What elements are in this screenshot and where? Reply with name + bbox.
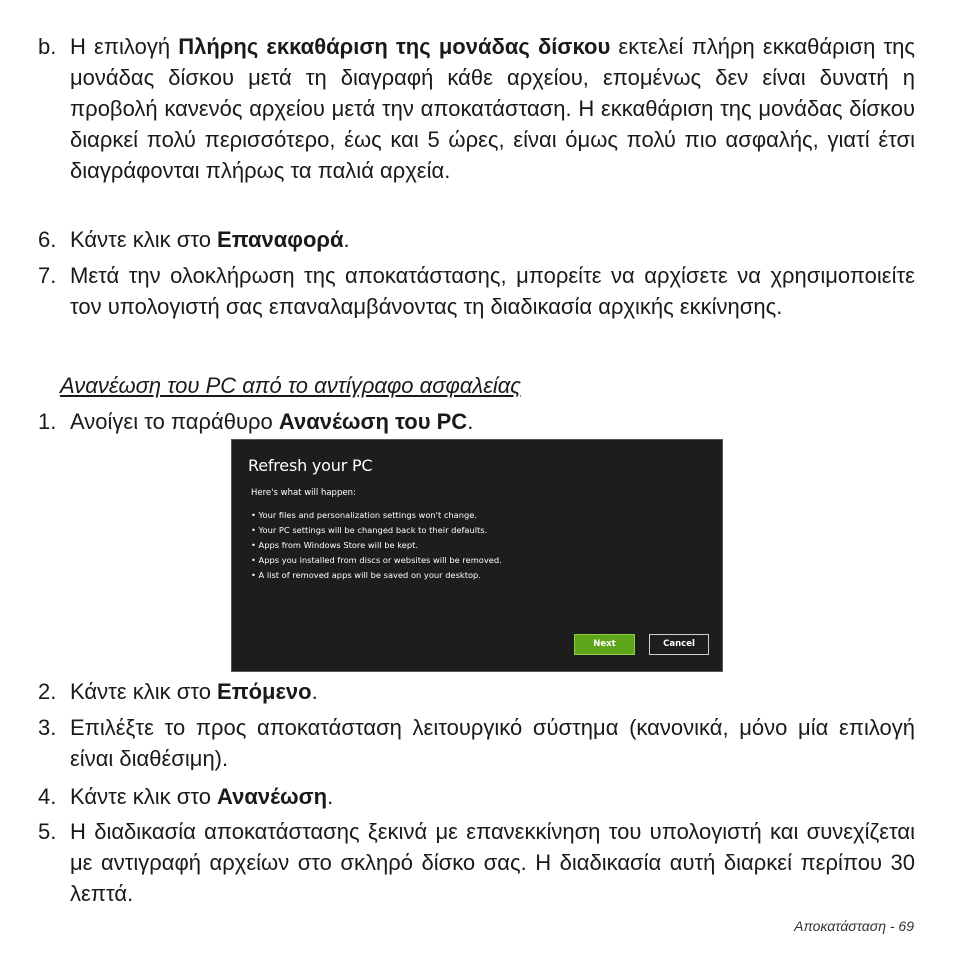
step-number: 1. [38, 409, 57, 434]
step-b-full-drive-clean: b. Η επιλογή Πλήρης εκκαθάριση της μονάδας δίσκου εκτελεί πλήρη εκκαθάριση της μονάδας δίσκου μετά τη διαγραφή κάθε αρχείου, επομένως δεν είναι δυνατή η προβολή κανενός αρχείου μετά την αποκατάσταση. Η εκκαθάριση της μονάδας δίσκου διαρκεί πολύ περισσότερο, έως και 5 ώρες, είναι όμως πολύ πιο ασφαλής, γιατί έτσι διαγράφονται πλήρως τα παλιά αρχεία. [70, 31, 915, 186]
refresh-step-2: 2. Κάντε κλικ στο Επόμενο. [70, 676, 915, 707]
step-7: 7. Μετά την ολοκλήρωση της αποκατάστασης, μπορείτε να αρχίσετε να χρησιμοποιείτε τον υπολογιστή σας επαναλαμβάνοντας τη διαδικασία αρχικής εκκίνησης. [70, 260, 915, 322]
refresh-step-1: 1. Ανοίγει το παράθυρο Ανανέωση του PC. [70, 406, 915, 437]
next-button[interactable]: Next [574, 634, 635, 655]
button-name: Επόμενο [217, 679, 312, 704]
step-6: 6. Κάντε κλικ στο Επαναφορά. [70, 224, 915, 255]
window-name: Ανανέωση του PC [278, 409, 468, 434]
dialog-intro: Here's what will happen: [251, 488, 356, 498]
list-item: • A list of removed apps will be saved on your desktop. [251, 568, 502, 583]
page-footer [794, 918, 914, 934]
list-item: • Apps from Windows Store will be kept. [251, 538, 502, 553]
cancel-button[interactable]: Cancel [649, 634, 709, 655]
footer-section: Αποκατάσταση - [794, 918, 899, 934]
step-number: 7. [38, 263, 57, 288]
step-number: 5. [38, 819, 57, 844]
step-number: 3. [38, 715, 57, 740]
refresh-step-5: 5. Η διαδικασία αποκατάστασης ξεκινά με επανεκκίνηση του υπολογιστή και συνεχίζεται με αντιγραφή αρχείων στο σκληρό δίσκο σας. Η διαδικασία αυτή διαρκεί περίπου 30 λεπτά. [70, 816, 915, 909]
step-number: 6. [38, 227, 57, 252]
refresh-step-4: 4. Κάντε κλικ στο Ανανέωση. [70, 781, 915, 812]
button-name: Επαναφορά [217, 227, 344, 252]
button-name: Ανανέωση [217, 784, 328, 809]
list-item: • Apps you installed from discs or websites will be removed. [251, 553, 502, 568]
step-number: 4. [38, 784, 57, 809]
section-heading: Ανανέωση του PC από το αντίγραφο ασφαλείας [60, 373, 522, 398]
step-number: 2. [38, 679, 57, 704]
page-number: 69 [898, 918, 914, 934]
option-name: Πλήρης εκκαθάριση της μονάδας δίσκου [178, 34, 611, 59]
dialog-bullet-list [251, 508, 502, 583]
refresh-step-3: 3. Επιλέξτε το προς αποκατάσταση λειτουργικό σύστημα (κανονικά, μόνο μία επιλογή είναι διαθέσιμη). [70, 712, 915, 774]
refresh-pc-screenshot [231, 439, 723, 672]
list-item: • Your files and personalization settings won't change. [251, 508, 502, 523]
list-item: • Your PC settings will be changed back to their defaults. [251, 523, 502, 538]
dialog-title: Refresh your PC [248, 456, 373, 475]
step-number: b. [38, 34, 57, 59]
